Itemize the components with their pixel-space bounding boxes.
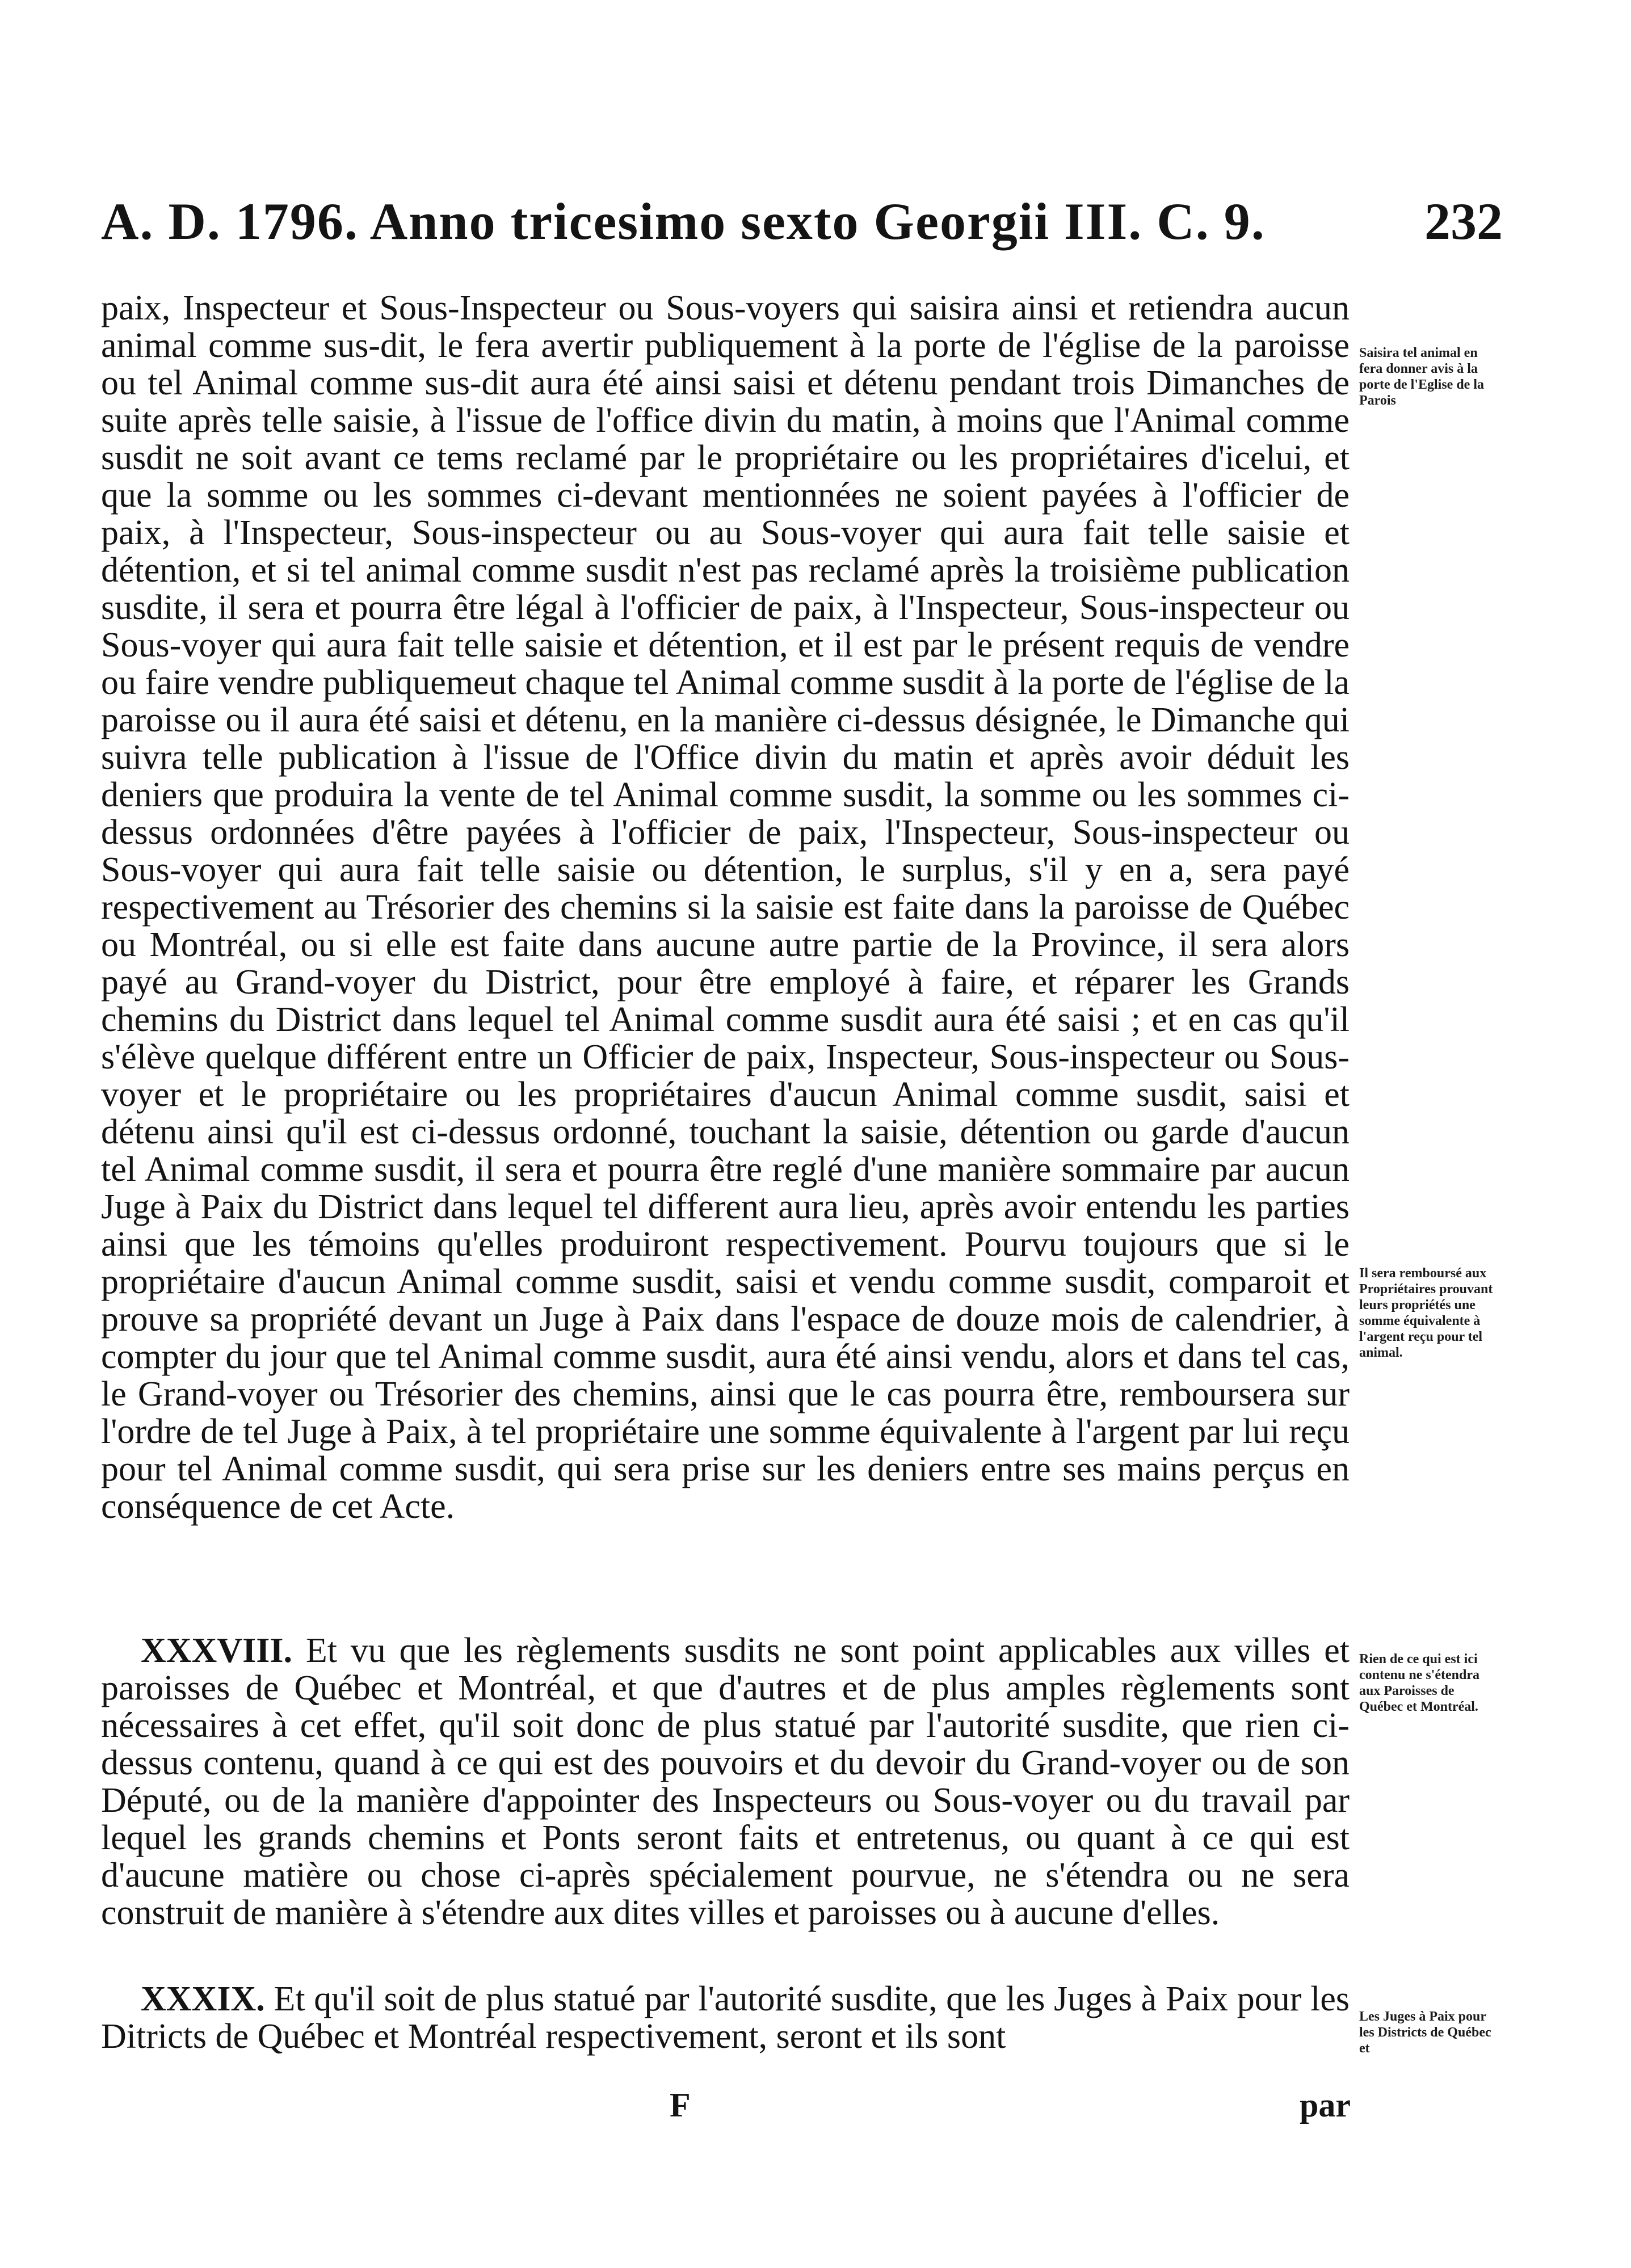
section-number: XXXVIII.	[141, 1631, 292, 1670]
margin-note: Saisira tel animal en fera donner avis à la porte de l'Eglise de la Parois	[1359, 346, 1484, 408]
running-header	[101, 187, 1503, 255]
section-text: Et vu que les règlements susdits ne sont point applicables aux villes et paroisses de Québec et Montréal, et que d'autres et de plus amples règlements sont nécessaires à cet effet, qu'il soit donc de plus statué par l'autorité susdite, que rien ci-dessus contenu, quand à ce qui est des pouvoirs et du devoir du Grand-voyer ou de son Député, ou de la manière d'appointer des Inspecteurs ou Sous-voyer ou du travail par lequel les grands chemins et Ponts seront faits et entretenus, ou quant à ce qui est d'aucune matière ou chose ci-après spécialement pourvue, ne s'étendra ou ne sera construit de manière à s'étendre aux dites villes et paroisses ou à aucune d'elles.	[101, 1631, 1350, 1932]
catchword: par	[1300, 2086, 1351, 2124]
section-text: Et qu'il soit de plus statué par l'autorité susdite, que les Juges à Paix pour les Ditricts de Québec et Montréal respectivement, seront et ils sont	[101, 1980, 1350, 2056]
section-xxxix	[101, 1980, 1350, 2055]
section-xxxviii	[101, 1632, 1350, 1932]
signature-mark: F	[670, 2086, 691, 2124]
main-text-column	[101, 289, 1350, 2151]
margin-note: Il sera remboursé aux Propriétaires prouvant leurs propriétés une somme équivalente à l'argent reçu pour tel animal.	[1359, 1266, 1493, 1360]
section-number: XXXIX.	[141, 1980, 265, 2018]
page-number: 232	[1424, 192, 1503, 250]
header-title: A. D. 1796. Anno tricesimo sexto Georgii III. C. 9.	[101, 192, 1266, 250]
margin-note: Les Juges à Paix pour les Districts de Québec et	[1359, 2009, 1491, 2056]
paragraph-continuation: paix, Inspecteur et Sous-Inspecteur ou Sous-voyers qui saisira ainsi et retiendra aucun animal comme sus-dit, le fera avertir publiquement à la porte de l'église de la paroisse ou tel Animal comme sus-dit aura été ainsi saisi et détenu pendant trois Dimanches de suite après telle saisie, à l'issue de l'office divin du matin, à moins que l'Animal comme susdit ne soit avant ce tems reclamé par le propriétaire ou les propriétaires d'icelui, et que la somme ou les sommes ci-devant mentionnées ne soient payées à l'officier de paix, à l'Inspecteur, Sous-inspecteur ou au Sous-voyer qui aura fait telle saisie et détention, et si tel animal comme susdit n'est pas reclamé après la troisième publication susdite, il sera et pourra être légal à l'officier de paix, à l'Inspecteur, Sous-inspecteur ou Sous-voyer qui aura fait telle saisie et détention, et il est par le présent requis de vendre ou faire vendre publiquemeut chaque tel Animal comme susdit à la porte de l'église de la paroisse ou il aura été saisi et détenu, en la manière ci-dessus désignée, le Dimanche qui suivra telle publication à l'issue de l'Office divin du matin et après avoir déduit les deniers que produira la vente de tel Animal comme susdit, la somme ou les sommes ci-dessus ordonnées d'être payées à l'officier de paix, l'Inspecteur, Sous-inspecteur ou Sous-voyer qui aura fait telle saisie ou détention, le surplus, s'il y en a, sera payé respectivement au Trésorier des chemins si la saisie est faite dans la paroisse de Québec ou Montréal, ou si elle est faite dans aucune autre partie de la Province, il sera alors payé au Grand-voyer du District, pour être employé à faire, et réparer les Grands chemins du District dans lequel tel Animal comme susdit aura été saisi ; et en cas qu'il s'élève quelque différent entre un Officier de paix, Inspecteur, Sous-inspecteur ou Sous-voyer et le propriétaire ou les propriétaires d'aucun Animal comme susdit, saisi et détenu ainsi qu'il est ci-dessus ordonné, touchant la saisie, détention ou garde d'aucun tel Animal comme susdit, il sera et pourra être reglé d'une manière sommaire par aucun Juge à Paix du District dans lequel tel different aura lieu, après avoir entendu les parties ainsi que les témoins qu'elles produiront respectivement. Pourvu toujours que si le propriétaire d'aucun Animal comme susdit, saisi et vendu comme susdit, comparoit et prouve sa propriété devant un Juge à Paix dans l'espace de douze mois de calendrier, à compter du jour que tel Animal comme susdit, aura été ainsi vendu, alors et dans tel cas, le Grand-voyer ou Trésorier des chemins, ainsi que le cas pourra être, remboursera sur l'ordre de tel Juge à Paix, à tel propriétaire une somme équivalente à l'argent par lui reçu pour tel Animal comme susdit, qui sera prise sur les deniers entre ses mains perçus en conséquence de cet Acte.	[101, 289, 1350, 1526]
margin-note: Rien de ce qui est ici contenu ne s'étendra aux Paroisses de Québec et Montréal.	[1359, 1652, 1479, 1714]
